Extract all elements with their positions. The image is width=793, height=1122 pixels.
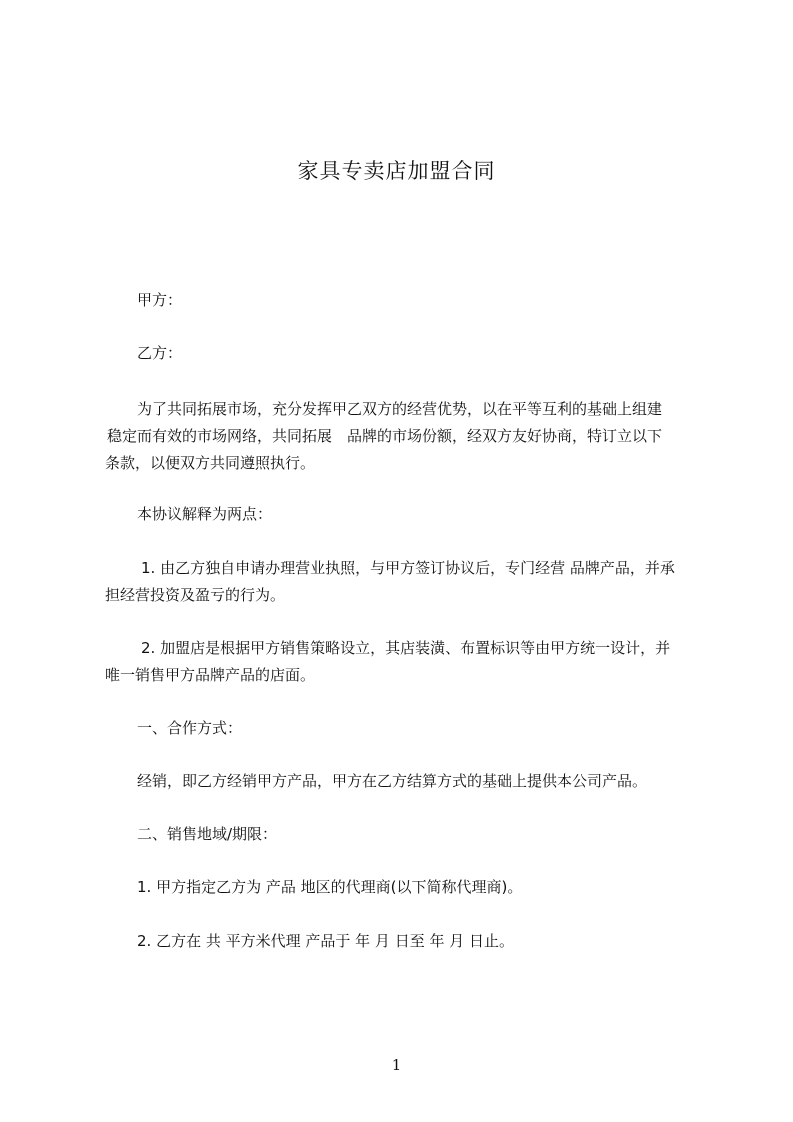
point-2-line-2: 唯一销售甲方品牌产品的店面。	[105, 666, 316, 684]
section-2-item-1: 1. 甲方指定乙方为 产品 地区的代理商(以下简称代理商)。	[137, 878, 523, 896]
section-1-heading: 一、合作方式：	[137, 719, 243, 737]
point-1-line-2: 担经营投资及盈亏的行为。	[105, 586, 286, 604]
section-2-item-2: 2. 乙方在 共 平方米代理 产品于 年 月 日至 年 月 日止。	[137, 932, 514, 950]
point-2-line-1: 2. 加盟店是根据甲方销售策略设立，其店装潢、布置标识等由甲方统一设计，并	[141, 639, 671, 657]
intro-line-1: 为了共同拓展市场，充分发挥甲乙双方的经营优势，以在平等互利的基础上组建	[137, 400, 663, 418]
section-2-heading: 二、销售地域/期限：	[137, 825, 278, 843]
party-b-label: 乙方：	[137, 344, 183, 362]
document-title: 家具专卖店加盟合同	[297, 159, 496, 184]
page-number: 1	[391, 1056, 402, 1074]
section-1-body: 经销，即乙方经销甲方产品，甲方在乙方结算方式的基础上提供本公司产品。	[137, 772, 648, 790]
point-1-line-1: 1. 由乙方独自申请办理营业执照，与甲方签订协议后，专门经营 品牌产品，并承	[141, 559, 675, 577]
intro-line-3: 条款，以便双方共同遵照执行。	[105, 454, 316, 472]
intro-line-2: 稳定而有效的市场网络，共同拓展 品牌的市场份额，经双方友好协商，特订立以下	[107, 427, 663, 445]
explain-heading: 本协议解释为两点：	[137, 505, 273, 523]
party-a-label: 甲方：	[137, 291, 183, 309]
